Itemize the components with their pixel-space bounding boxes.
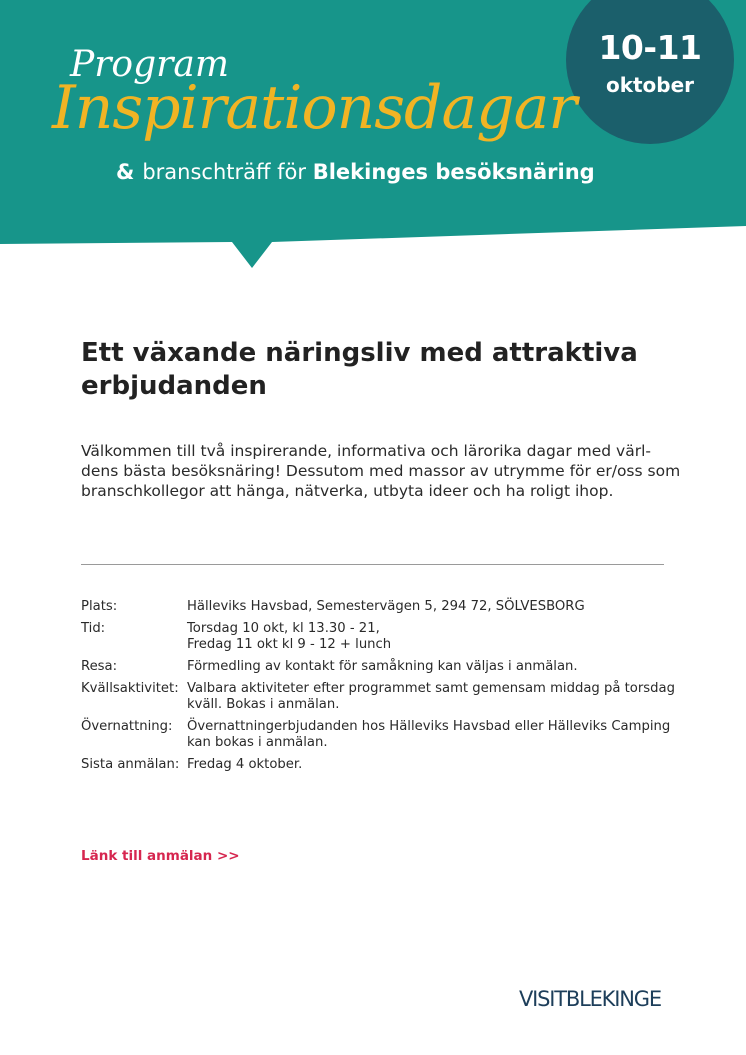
detail-row (81, 621, 681, 653)
header-banner (0, 0, 746, 268)
detail-label: Plats: (81, 599, 118, 614)
detail-value: Torsdag 10 okt, kl 13.30 - 21, Fredag 11 okt kl 9 - 12 + lunch (187, 621, 392, 652)
registration-link[interactable]: Länk till anmälan >> (81, 848, 240, 864)
visitblekinge-logo: VISITBLEKINGE (519, 987, 661, 1011)
event-subtitle (116, 160, 595, 184)
details-list (81, 599, 681, 779)
detail-value: Valbara aktiviteter efter programmet samt gemensam middag på torsdag kväll. Bokas i anmälan. (187, 681, 675, 712)
program-label: Program (70, 44, 229, 85)
subtitle-ampersand: & (116, 160, 135, 184)
detail-label: Tid: (81, 621, 106, 636)
detail-label: Kvällsaktivitet: (81, 681, 179, 696)
divider (81, 564, 664, 565)
detail-row (81, 757, 681, 773)
date-month: oktober (605, 73, 695, 97)
detail-row (81, 719, 681, 751)
intro-paragraph: Välkommen till två inspirerande, informativa och lärorika dagar med värl-dens bästa besöksnäring! Dessutom med massor av utrymme för er/oss som branschkollegor att hänga, nätverka, utbyta ideer och ha roligt ihop. (81, 442, 681, 500)
page-heading: Ett växande näringsliv med attraktiva erbjudanden (81, 338, 638, 401)
detail-value: Hälleviks Havsbad, Semestervägen 5, 294 72, SÖLVESBORG (187, 599, 585, 614)
detail-value: Fredag 4 oktober. (187, 757, 303, 772)
subtitle-text: branschträff för (142, 160, 307, 184)
detail-value: Övernattningerbjudanden hos Hälleviks Havsbad eller Hälleviks Camping kan bokas i anmälan. (187, 719, 671, 750)
detail-label: Sista anmälan: (81, 757, 180, 772)
detail-row (81, 681, 681, 713)
subtitle-bold: Blekinges besöksnäring (312, 160, 595, 184)
detail-row (81, 599, 681, 615)
detail-value: Förmedling av kontakt för samåkning kan väljas i anmälan. (187, 659, 578, 674)
date-days: 10-11 (598, 28, 702, 67)
detail-label: Övernattning: (81, 719, 173, 734)
detail-row (81, 659, 681, 675)
event-title: Inspirationsdagar (52, 73, 577, 143)
detail-label: Resa: (81, 659, 118, 674)
